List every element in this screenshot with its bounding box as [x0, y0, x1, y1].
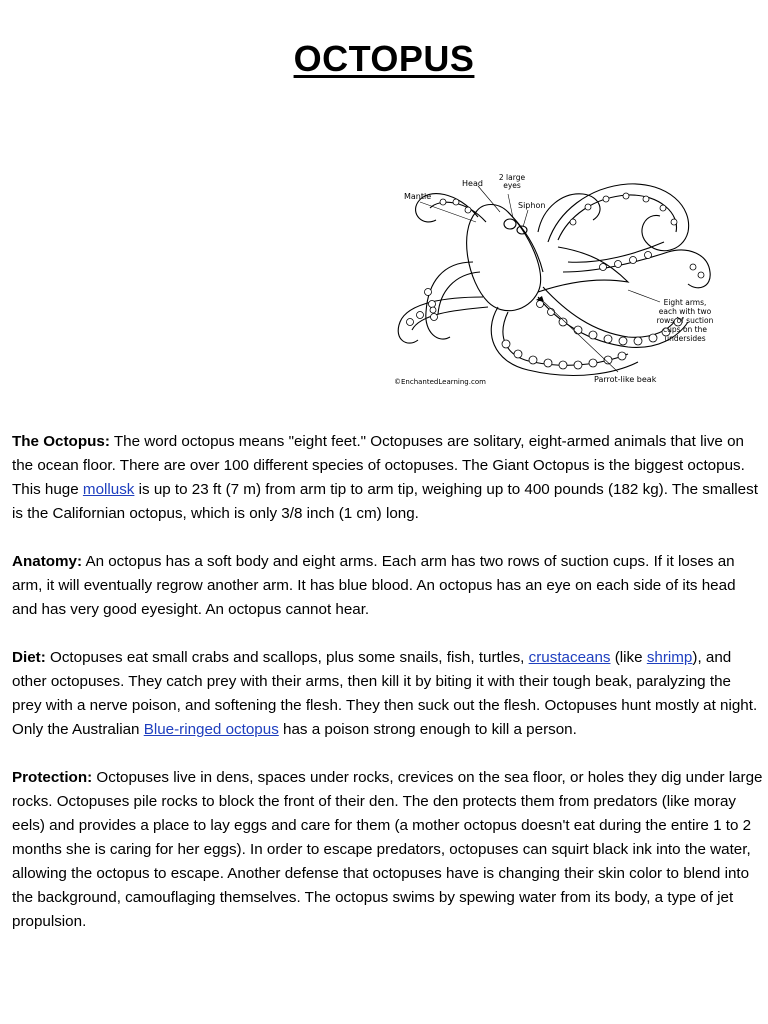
section-text: Octopuses eat small crabs and scallops, plus some snails, fish, turtles, — [50, 649, 529, 666]
mollusk-link[interactable]: mollusk — [82, 481, 135, 498]
section-text: is up to 23 ft (7 m) from arm tip to arm tip, weighing up to 400 pounds (182 kg). The smallest is the Californian octopus, which is only 3/8 inch (1 cm) long. — [12, 481, 758, 522]
label-siphon: Siphon — [518, 201, 546, 210]
section-heading: Anatomy — [12, 553, 77, 570]
section-text: has a poison strong enough to kill a person. — [278, 721, 577, 738]
section-text: (like — [610, 649, 647, 666]
page-title: OCTOPUS — [293, 38, 475, 79]
label-beak: Parrot-like beak — [594, 375, 657, 384]
crustaceans-link[interactable]: crustaceans — [528, 649, 611, 666]
label-arms: Eight arms, each with two rows of suction cups on the undersides — [656, 298, 714, 343]
section-text: ), and other octopuses. They catch prey with their arms, then kill it by biting it with their tough beak, paralyzing the prey with a nerve poison, and softening the flesh. They then suck out the flesh. Octopuses hunt mostly at night. Only the Australian — [12, 649, 758, 738]
section-text: The word octopus means "eight feet." Octopuses are solitary, eight-armed animals that live on the ocean floor. There are over 100 different species of octopuses. The Giant Octopus is the biggest octopus. This huge — [12, 433, 745, 498]
section-heading: The Octopus — [12, 433, 105, 450]
section-octopus: The Octopus: The word octopus means "eight feet." Octopuses are solitary, eight-armed animals that live on the ocean floor. There are over 100 different species of octopuses. The Giant Octopus is the biggest octopus. This huge mollusk is up to 23 ft (7 m) from arm tip to arm tip, weighing up to 400 pounds (182 kg). The smallest is the Californian octopus, which is only 3/8 inch (1 cm) long. — [12, 433, 758, 522]
article-body — [12, 430, 764, 958]
label-eyes: 2 large eyes — [498, 174, 526, 190]
section-anatomy: Anatomy: An octopus has a soft body and eight arms. Each arm has two rows of suction cups. If it loses an arm, it will eventually regrow another arm. It has blue blood. An octopus has an eye on each side of its head and has very good eyesight. An octopus cannot hear. — [12, 553, 736, 618]
blue-ringed-octopus-link[interactable]: Blue-ringed octopus — [143, 721, 279, 738]
section-heading: Diet — [12, 649, 41, 666]
octopus-illustration — [388, 172, 716, 390]
section-heading: Protection — [12, 769, 88, 786]
label-head: Head — [462, 179, 483, 188]
label-mantle: Mantle — [404, 192, 432, 201]
octopus-diagram — [388, 172, 716, 390]
copyright-credit: ©EnchantedLearning.com — [394, 378, 486, 386]
section-text: An octopus has a soft body and eight arms. Each arm has two rows of suction cups. If it loses an arm, it will eventually regrow another arm. It has blue blood. An octopus has an eye on each side of its head and has very good eyesight. An octopus cannot hear. — [12, 553, 736, 618]
section-diet: Diet: Octopuses eat small crabs and scallops, plus some snails, fish, turtles, crustaceans (like shrimp), and other octopuses. They catch prey with their arms, then kill it by biting it with their tough beak, paralyzing the prey with a nerve poison, and softening the flesh. They then suck out the flesh. Octopuses hunt mostly at night. Only the Australian Blue-ringed octopus has a poison strong enough to kill a person. — [12, 649, 758, 738]
section-text: Octopuses live in dens, spaces under rocks, crevices on the sea floor, or holes they dig under large rocks. Octopuses pile rocks to block the front of their den. The den protects them from predators (like moray eels) and provides a place to lay eggs and care for them (a mother octopus doesn't eat during the entire 1 to 2 months she is caring for her eggs). In order to escape predators, octopuses can squirt black ink into the water, allowing the octopus to escape. Another defense that octopuses have is changing their skin color to blend into the background, camouflaging themselves. The octopus swims by spewing water from its body, a type of jet propulsion. — [12, 769, 763, 930]
section-protection: Protection: Octopuses live in dens, spaces under rocks, crevices on the sea floor, or holes they dig under large rocks. Octopuses pile rocks to block the front of their den. The den protects them from predators (like moray eels) and provides a place to lay eggs and care for them (a mother octopus doesn't eat during the entire 1 to 2 months she is caring for her eggs). In order to escape predators, octopuses can squirt black ink into the water, allowing the octopus to escape. Another defense that octopuses have is changing their skin color to blend into the background, camouflaging themselves. The octopus swims by spewing water from its body, a type of jet propulsion. — [12, 769, 763, 930]
shrimp-link[interactable]: shrimp — [646, 649, 693, 666]
